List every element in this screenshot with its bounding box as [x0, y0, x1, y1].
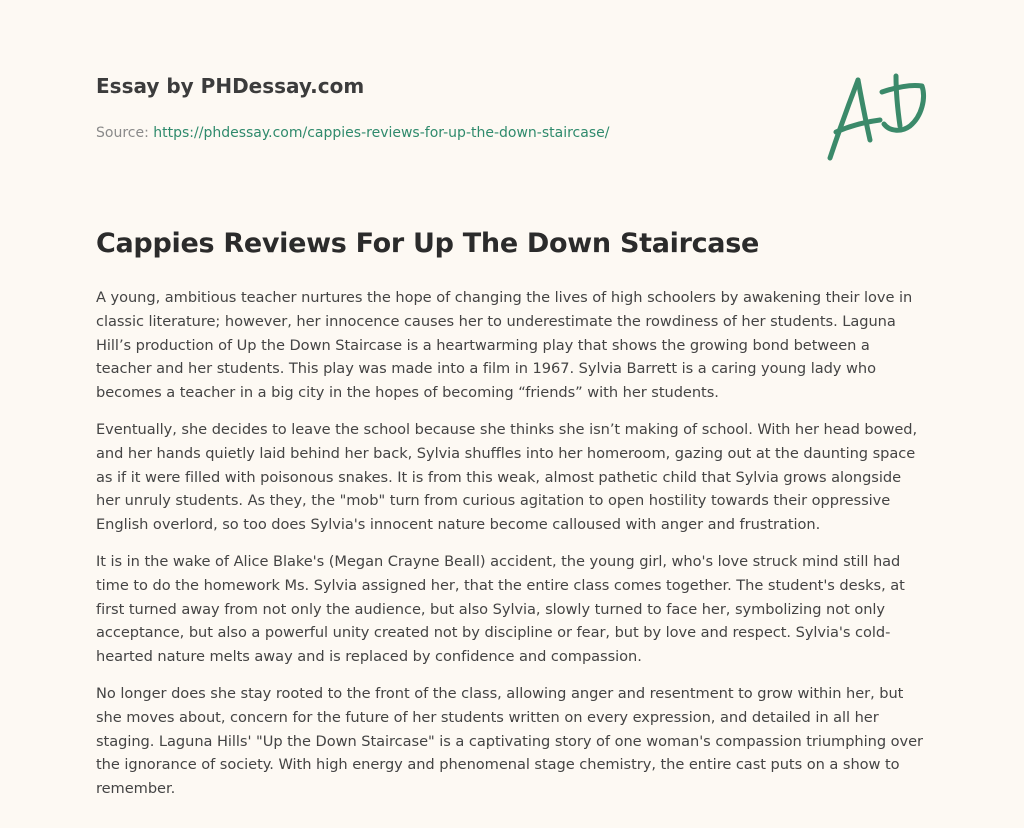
site-header [96, 74, 796, 98]
article-body [96, 286, 928, 814]
source-link[interactable]: https://phdessay.com/cappies-reviews-for-up-the-down-staircase/ [153, 125, 610, 141]
brand-name: Essay by PHDessay.com [96, 74, 365, 98]
source-line [96, 124, 609, 142]
paragraph: Eventually, she decides to leave the school because she thinks she isn’t making of school. With her head bowed, and her hands quietly laid behind her back, Sylvia shuffles into her homeroom, gazing out at the daunting space as if it were filled with poisonous snakes. It is from this weak, almost pathetic child that Sylvia grows alongside her unruly students. As they, the "mob" turn from curious agitation to open hostility towards their oppressive English overlord, so too does Sylvia's innocent nature become calloused with anger and frustration. [96, 420, 918, 534]
source-label: Source: [96, 125, 149, 141]
paragraph: It is in the wake of Alice Blake's (Megan Crayne Beall) accident, the young girl, who's love struck mind still had time to do the homework Ms. Sylvia assigned her, that the entire class comes together. The student's desks, at first turned away from not only the audience, but also Sylvia, slowly turned to face her, symbolizing not only acceptance, but also a powerful unity created not by discipline or fear, but by love and respect. Sylvia's cold-hearted nature melts away and is replaced by confidence and compassion. [96, 552, 905, 666]
paragraph: No longer does she stay rooted to the front of the class, allowing anger and resentment to grow within her, but she moves about, concern for the future of her students written on every expression, and detailed in all her staging. Laguna Hills' "Up the Down Staircase" is a captivating story of one woman's compassion triumphing over the ignorance of society. With high energy and phenomenal stage chemistry, the entire cast puts on a show to remember. [96, 684, 923, 798]
paragraph: A young, ambitious teacher nurtures the hope of changing the lives of high schoolers by awakening their love in classic literature; however, her innocence causes her to underestimate the rowdiness of her students. Laguna Hill’s production of Up the Down Staircase is a heartwarming play that shows the growing bond between a teacher and her students. This play was made into a film in 1967. Sylvia Barrett is a caring young lady who becomes a teacher in a big city in the hopes of becoming “friends” with her students. [96, 289, 913, 402]
a-plus-logo-icon [818, 66, 930, 166]
page-title: Cappies Reviews For Up The Down Staircase [96, 228, 760, 259]
